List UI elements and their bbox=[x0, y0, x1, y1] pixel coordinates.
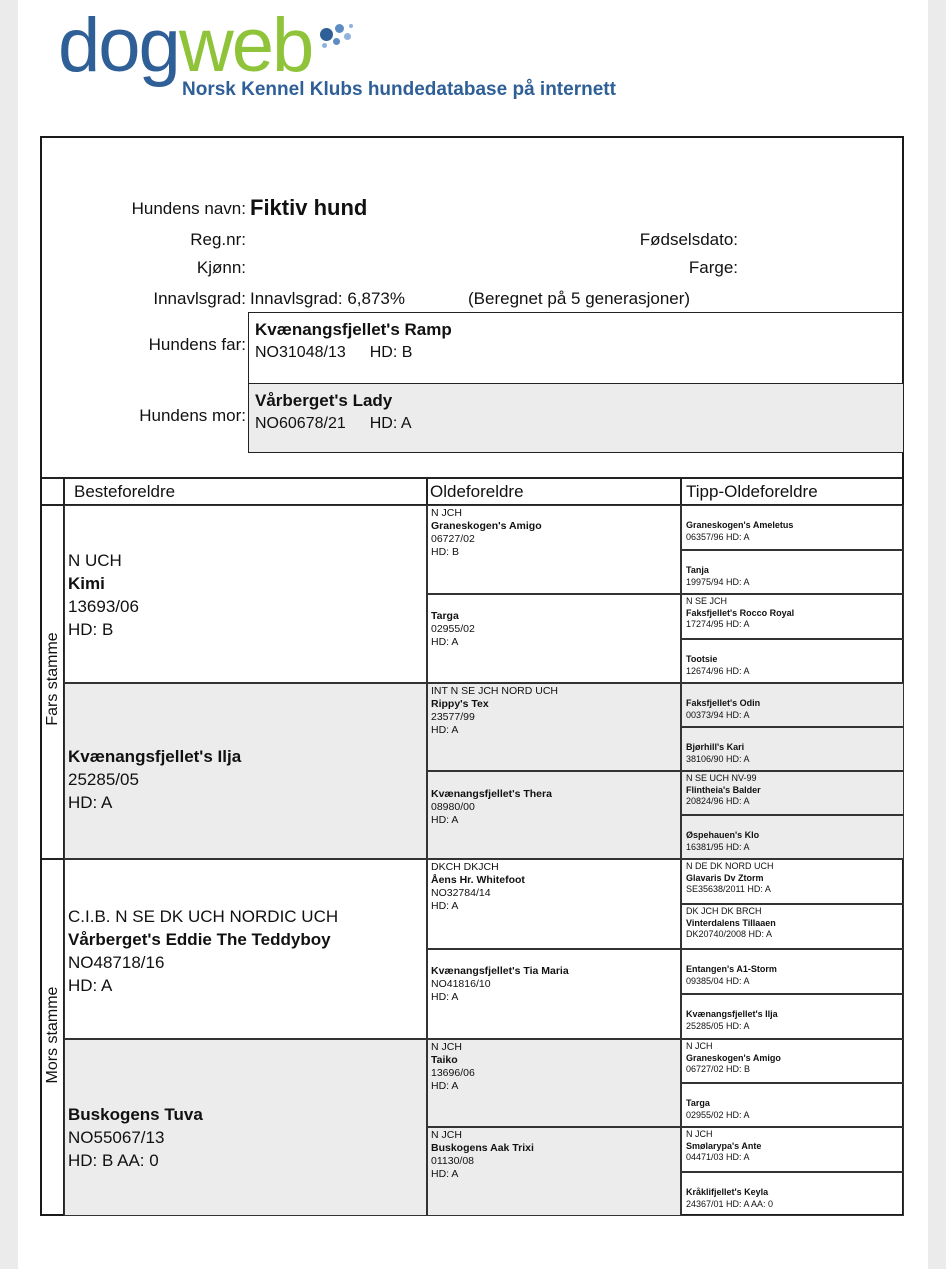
great-great-grandparent-cell[interactable]: N SE JCH Faksfjellet's Rocco Royal 17274/95 HD: A bbox=[681, 594, 904, 639]
great-grandparent-cell[interactable]: Kvænangsfjellet's Tia Maria NO41816/10 HD: A bbox=[427, 949, 681, 1039]
color-label: Farge: bbox=[688, 258, 738, 277]
father-box[interactable] bbox=[248, 312, 904, 384]
col-header-gen4: Tipp-Oldeforeldre bbox=[686, 482, 818, 501]
header-divider-2 bbox=[680, 477, 682, 505]
great-grandparent-cell[interactable]: Targa 02955/02 HD: A bbox=[427, 594, 681, 683]
dog-name: Fiktiv hund bbox=[250, 195, 368, 220]
great-great-grandparent-cell[interactable]: Faksfjellet's Odin 00373/94 HD: A bbox=[681, 683, 904, 727]
mother-box[interactable] bbox=[248, 383, 904, 453]
grandparent-cell[interactable]: Buskogens Tuva NO55067/13 HD: B AA: 0 bbox=[64, 1039, 427, 1216]
mother-name[interactable]: Vårberget's Lady bbox=[255, 391, 393, 410]
father-name[interactable]: Kvænangsfjellet's Ramp bbox=[255, 320, 452, 339]
great-grandparent-cell[interactable]: Kvænangsfjellet's Thera 08980/00 HD: A bbox=[427, 771, 681, 859]
fathers-side-label: Fars stamme bbox=[44, 632, 61, 726]
mothers-side-label: Mors stamme bbox=[44, 986, 61, 1084]
great-great-grandparent-cell[interactable]: Graneskogen's Ameletus 06357/96 HD: A bbox=[681, 505, 904, 550]
great-grandparent-cell[interactable]: INT N SE JCH NORD UCH Rippy's Tex 23577/99 HD: A bbox=[427, 683, 681, 771]
mother-hd: HD: A bbox=[369, 415, 412, 433]
mother-reg: NO60678/21 bbox=[255, 415, 346, 433]
great-great-grandparent-cell[interactable]: N DE DK NORD UCH Glavaris Dv Ztorm SE35638/2011 HD: A bbox=[681, 859, 904, 904]
col-header-gen3: Oldeforeldre bbox=[430, 482, 524, 501]
col-header-gen2: Besteforeldre bbox=[74, 482, 176, 501]
great-great-grandparent-cell[interactable]: N JCH Smølarypa's Ante 04471/03 HD: A bbox=[681, 1127, 904, 1172]
great-great-grandparent-cell[interactable]: Kvænangsfjellet's Ilja 25285/05 HD: A bbox=[681, 994, 904, 1039]
great-great-grandparent-cell[interactable]: N SE UCH NV-99 Flintheia's Balder 20824/96 HD: A bbox=[681, 771, 904, 815]
great-great-grandparent-cell[interactable]: Tootsie 12674/96 HD: A bbox=[681, 639, 904, 683]
regnr-label: Reg.nr: bbox=[190, 230, 246, 249]
grandparent-cell[interactable]: C.I.B. N SE DK UCH NORDIC UCH Vårberget's Eddie The Teddyboy NO48718/16 HD: A bbox=[64, 859, 427, 1039]
grid-top-divider bbox=[42, 477, 902, 479]
pedigree-form bbox=[40, 136, 904, 1216]
great-great-grandparent-cell[interactable]: Kråklifjellet's Keyla 24367/01 HD: A AA: 0 bbox=[681, 1172, 904, 1216]
great-great-grandparent-cell[interactable]: Entangen's A1-Storm 09385/04 HD: A bbox=[681, 949, 904, 994]
great-great-grandparent-cell[interactable]: N JCH Graneskogen's Amigo 06727/02 HD: B bbox=[681, 1039, 904, 1083]
great-grandparent-cell[interactable]: N JCH Graneskogen's Amigo 06727/02 HD: B bbox=[427, 505, 681, 594]
great-great-grandparent-cell[interactable]: Tanja 19975/94 HD: A bbox=[681, 550, 904, 594]
great-grandparent-cell[interactable]: DKCH DKJCH Åens Hr. Whitefoot NO32784/14 HD: A bbox=[427, 859, 681, 949]
father-hd: HD: B bbox=[369, 344, 413, 362]
tagline: Norsk Kennel Klubs hundedatabase på internett bbox=[182, 79, 616, 100]
inbreeding-label: Innavlsgrad: bbox=[153, 289, 246, 308]
inbreeding-value: Innavlsgrad: 6,873% bbox=[250, 289, 405, 308]
grandparent-cell[interactable]: N UCH Kimi 13693/06 HD: B bbox=[64, 505, 427, 683]
birthdate-label: Fødselsdato: bbox=[639, 230, 738, 249]
name-label: Hundens navn: bbox=[131, 199, 246, 218]
grandparent-cell[interactable]: Kvænangsfjellet's Ilja 25285/05 HD: A bbox=[64, 683, 427, 859]
mother-label: Hundens mor: bbox=[139, 406, 246, 425]
great-great-grandparent-cell[interactable]: DK JCH DK BRCH Vinterdalens Tillaaen DK20740/2008 HD: A bbox=[681, 904, 904, 949]
logo-dots-icon bbox=[318, 24, 358, 54]
great-great-grandparent-cell[interactable]: Targa 02955/02 HD: A bbox=[681, 1083, 904, 1127]
dogweb-logo[interactable]: dogweb bbox=[58, 3, 313, 88]
great-grandparent-cell[interactable]: N JCH Taiko 13696/06 HD: A bbox=[427, 1039, 681, 1127]
sex-label: Kjønn: bbox=[196, 258, 246, 277]
inbreeding-note: (Beregnet på 5 generasjoner) bbox=[468, 289, 691, 308]
great-great-grandparent-cell[interactable]: Bjørhill's Kari 38106/90 HD: A bbox=[681, 727, 904, 771]
great-grandparent-cell[interactable]: N JCH Buskogens Aak Trixi 01130/08 HD: A bbox=[427, 1127, 681, 1216]
great-great-grandparent-cell[interactable]: Øspehauen's Klo 16381/95 HD: A bbox=[681, 815, 904, 859]
header-divider-1 bbox=[426, 477, 428, 505]
father-reg: NO31048/13 bbox=[255, 344, 346, 362]
side-split-divider bbox=[42, 858, 64, 860]
father-label: Hundens far: bbox=[148, 335, 246, 354]
